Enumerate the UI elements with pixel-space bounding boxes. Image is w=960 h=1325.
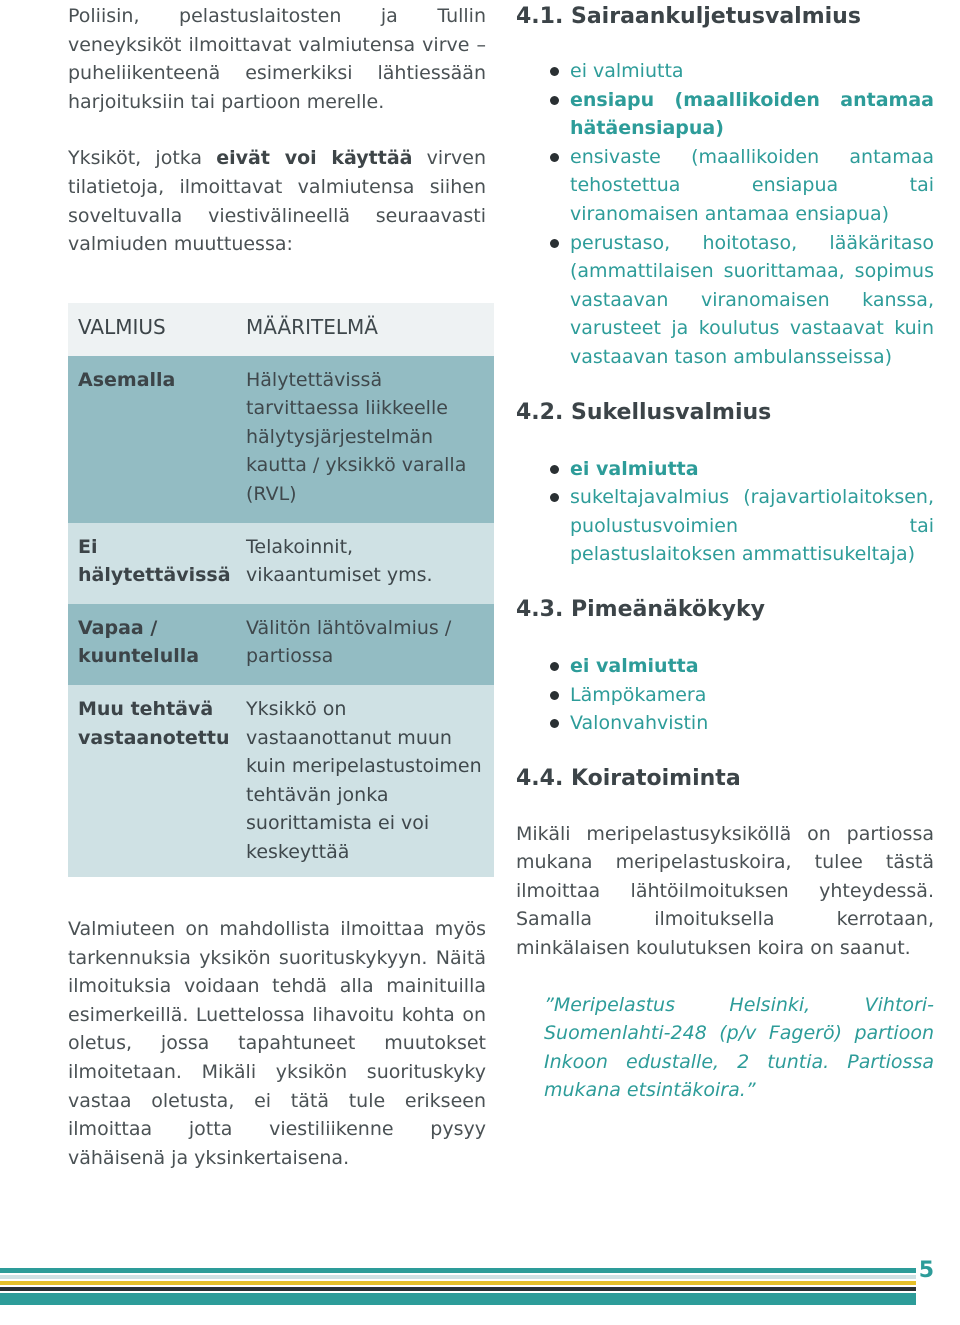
list-item: ei valmiutta — [516, 57, 934, 86]
diving-list — [516, 455, 934, 569]
intro-paragraph-2 — [68, 144, 486, 258]
table-header-row — [68, 303, 494, 356]
night-vision-list — [516, 652, 934, 738]
list-item: sukeltajavalmius (rajavartiolaitoksen, puolustusvoimien tai pelastuslaitoksen ammattisukeltaja) — [516, 483, 934, 569]
section-title-dog-operations: 4.4. Koiratoiminta — [516, 765, 741, 791]
list-item: Valonvahvistin — [516, 709, 934, 738]
list-item-default: ensiapu (maallikoiden antamaa hätäensiapua) — [516, 86, 934, 143]
page-number: 5 — [918, 1258, 934, 1283]
footer-stripe-teal — [0, 1268, 916, 1273]
section-title-diving: 4.2. Sukellusvalmius — [516, 399, 772, 425]
row-term: Vapaa / kuuntelulla — [68, 604, 238, 685]
list-item: Lämpökamera — [516, 681, 934, 710]
footer-stripe-dark — [0, 1287, 916, 1291]
table-row — [68, 604, 494, 685]
section-title-ambulance: 4.1. Sairaankuljetusvalmius — [516, 4, 861, 29]
intro-p2-text-a: Yksiköt, jotka — [68, 147, 217, 170]
list-item: ensivaste (maallikoiden antamaa tehostettua ensiapua tai viranomaisen antamaa ensiapua) — [516, 143, 934, 229]
left-column — [68, 2, 486, 259]
intro-p2-bold: eivät voi käyttää — [216, 147, 413, 170]
row-definition: Hälytettävissä tarvittaessa liikkeelle hälytysjärjestelmän kautta / yksikkö varalla (RVL) — [238, 356, 494, 523]
table-row — [68, 685, 494, 877]
header-definition: MÄÄRITELMÄ — [238, 303, 494, 356]
section-title-night-vision: 4.3. Pimeänäkökyky — [516, 596, 765, 622]
footer-stripe-light — [0, 1275, 916, 1279]
outro-paragraph: Valmiuteen on mahdollista ilmoittaa myös tarkennuksia yksikön suorituskykyyn. Näitä ilmoituksia voidaan tehdä alla mainituilla esimerkeillä. Luettelossa lihavoitu kohta on oletus, jossa tapahtuneet muutokset ilmoitetaan. Mikäli yksikön suorituskyky vastaa oletusta, ei tätä tule erikseen ilmoittaa jotta viestiliikenne pysyy vähäisenä ja yksinkertaisena. — [68, 918, 486, 1169]
footer-stripe-yellow — [0, 1281, 916, 1285]
example-quote: ”Meripelastus Helsinki, Vihtori-Suomenlahti-248 (p/v Fagerö) partioon Inkoon edustalle, 2 tuntia. Partiossa mukana etsintäkoira.” — [544, 993, 934, 1102]
readiness-definition-table — [68, 303, 494, 877]
list-item: perustaso, hoitotaso, lääkäritaso (ammattilaisen suorittamaa, sopimus vastaavan viranomaisen kanssa, varusteet ja koulutus vastaavat kuin vastaavan tason ambulansseissa) — [516, 229, 934, 372]
footer-stripe-teal-bottom — [0, 1293, 916, 1305]
table-row — [68, 356, 494, 523]
list-item-default: ei valmiutta — [516, 652, 934, 681]
row-term: Muu tehtävä vastaanotettu — [68, 685, 238, 877]
row-term: Asemalla — [68, 356, 238, 523]
header-readiness: VALMIUS — [68, 303, 238, 356]
intro-paragraph-1: Poliisin, pelastuslaitosten ja Tullin veneyksiköt ilmoittavat valmiutensa virve – puheliikenteenä esimerkiksi lähtiessään harjoituksiin tai partioon merelle. — [68, 5, 486, 113]
row-definition: Telakoinnit, vikaantumiset yms. — [238, 523, 494, 604]
table-row — [68, 523, 494, 604]
row-definition: Välitön lähtövalmius / partiossa — [238, 604, 494, 685]
row-term: Ei hälytettävissä — [68, 523, 238, 604]
row-definition: Yksikkö on vastaanottanut muun kuin meripelastustoimen tehtävän jonka suorittamista ei voi keskeyttää — [238, 685, 494, 877]
ambulance-list — [516, 57, 934, 372]
intro-p2-text-c: virven tilatietoja, ilmoittavat valmiutensa siihen soveltuvalla viestivälineellä seuraavasti valmiuden muuttuessa: — [68, 147, 486, 256]
dog-operations-text: Mikäli meripelastusyksiköllä on partiossa mukana meripelastuskoira, tulee tästä ilmoittaa lähtöilmoituksen yhteydessä. Samalla ilmoituksella kerrotaan, minkälaisen koulutuksen koira on saanut. — [516, 822, 934, 960]
right-column — [516, 2, 934, 1105]
outro-section — [68, 915, 486, 1172]
list-item-default: ei valmiutta — [516, 455, 934, 484]
